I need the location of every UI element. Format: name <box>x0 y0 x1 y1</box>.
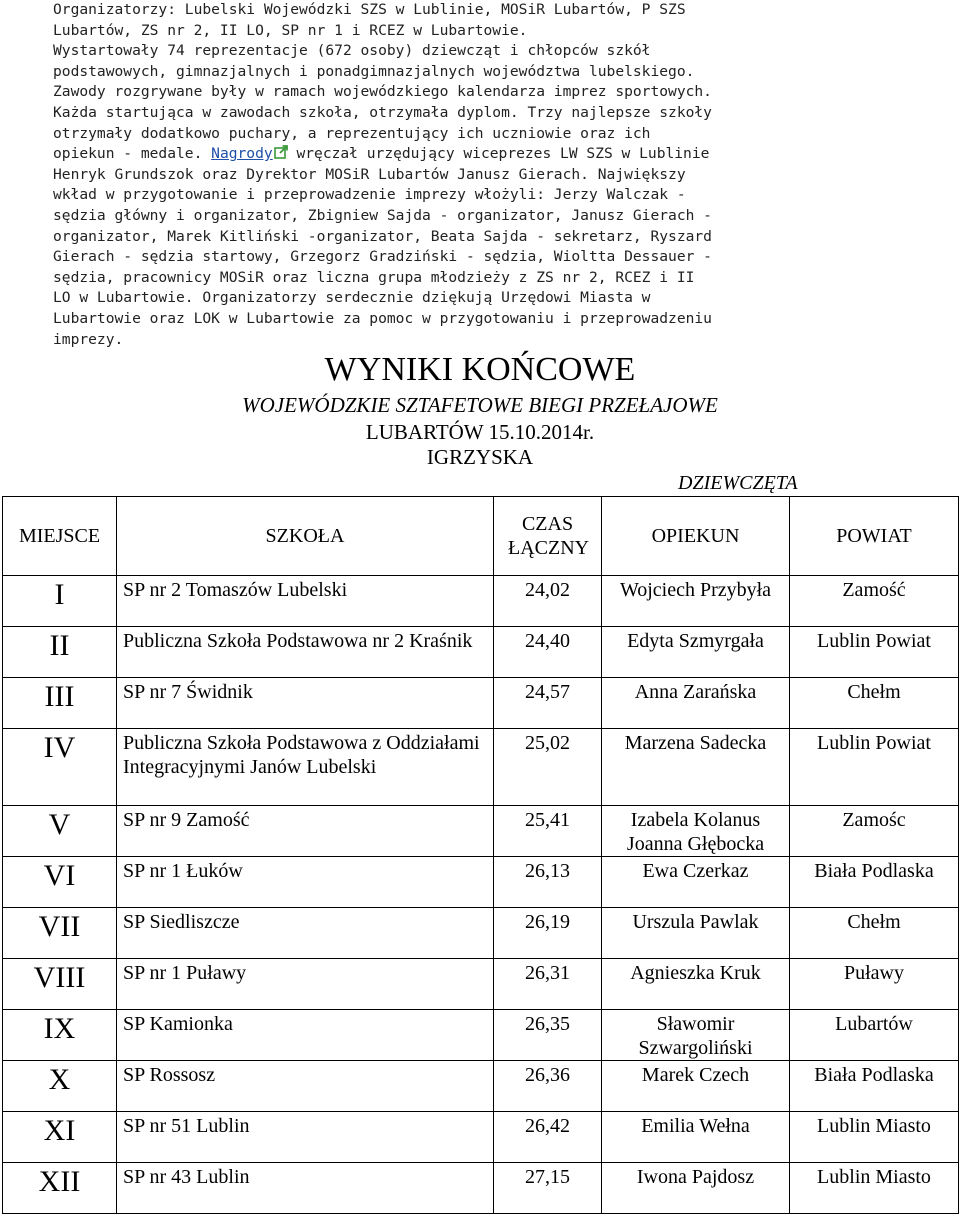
place-cell: I <box>3 576 117 627</box>
coach-cell: Edyta Szmyrgała <box>602 627 790 678</box>
intro-line: LO w Lubartowie. Organizatorzy serdecznie dziękują Urzędowi Miasta w <box>53 289 651 307</box>
time-cell: 24,02 <box>494 576 602 627</box>
column-header-county: POWIAT <box>790 497 959 576</box>
time-cell: 26,36 <box>494 1061 602 1112</box>
event-subtitle: WOJEWÓDZKIE SZTAFETOWE BIEGI PRZEŁAJOWE <box>242 393 718 417</box>
county-cell: Lublin Miasto <box>790 1112 959 1163</box>
coach-cell: Wojciech Przybyła <box>602 576 790 627</box>
school-cell: SP nr 51 Lublin <box>117 1112 494 1163</box>
intro-line-with-link <box>53 144 933 165</box>
school-cell: SP nr 1 Łuków <box>117 857 494 908</box>
results-table <box>2 496 959 1214</box>
coach-cell: Agnieszka Kruk <box>602 959 790 1010</box>
intro-line: Organizatorzy: Lubelski Wojewódzki SZS w Lublinie, MOSiR Lubartów, P SZS <box>53 1 686 18</box>
table-row <box>3 1163 959 1214</box>
coach-cell: Sławomir Szwargoliński <box>602 1010 790 1061</box>
place-cell: V <box>3 806 117 857</box>
county-cell: Lubartów <box>790 1010 959 1061</box>
table-row <box>3 1112 959 1163</box>
intro-line: Każda startująca w zawodach szkoła, otrzymała dyplom. Trzy najlepsze szkoły <box>53 103 712 121</box>
intro-line: imprezy. <box>53 330 124 348</box>
time-cell: 24,57 <box>494 678 602 729</box>
time-cell: 25,41 <box>494 806 602 857</box>
county-cell: Chełm <box>790 908 959 959</box>
place-cell: VIII <box>3 959 117 1010</box>
county-cell: Puławy <box>790 959 959 1010</box>
school-cell: SP Siedliszcze <box>117 908 494 959</box>
time-cell: 26,31 <box>494 959 602 1010</box>
school-cell: SP nr 2 Tomaszów Lubelski <box>117 576 494 627</box>
time-cell: 27,15 <box>494 1163 602 1214</box>
column-header-coach: OPIEKUN <box>602 497 790 576</box>
table-header-row <box>3 497 959 576</box>
place-cell: IX <box>3 1010 117 1061</box>
time-cell: 26,42 <box>494 1112 602 1163</box>
time-cell: 24,40 <box>494 627 602 678</box>
intro-line: sędzia główny i organizator, Zbigniew Sajda - organizator, Janusz Gierach - <box>53 206 712 224</box>
intro-line: organizator, Marek Kitliński -organizator, Beata Sajda - sekretarz, Ryszard <box>53 227 712 245</box>
event-place-date: LUBARTÓW 15.10.2014r. <box>365 420 595 444</box>
coach-cell: Ewa Czerkaz <box>602 857 790 908</box>
place-cell: VII <box>3 908 117 959</box>
table-row <box>3 1061 959 1112</box>
category-heading: IGRZYSKA <box>426 445 534 469</box>
school-cell: Publiczna Szkoła Podstawowa nr 2 Kraśnik <box>117 627 494 678</box>
coach-cell: Izabela Kolanus Joanna Głębocka <box>602 806 790 857</box>
column-header-place: MIEJSCE <box>3 497 117 576</box>
school-cell: SP Rossosz <box>117 1061 494 1112</box>
table-row <box>3 729 959 806</box>
column-header-school: SZKOŁA <box>117 497 494 576</box>
place-cell: III <box>3 678 117 729</box>
county-cell: Zamość <box>790 576 959 627</box>
external-link-icon[interactable] <box>274 145 288 159</box>
intro-line: otrzymały dodatkowo puchary, a reprezentujący ich uczniowie oraz ich <box>53 124 651 142</box>
place-cell: X <box>3 1061 117 1112</box>
time-cell: 25,02 <box>494 729 602 806</box>
coach-cell: Marek Czech <box>602 1061 790 1112</box>
intro-text <box>53 0 933 350</box>
school-cell: SP nr 9 Zamość <box>117 806 494 857</box>
coach-cell: Urszula Pawlak <box>602 908 790 959</box>
time-cell: 26,19 <box>494 908 602 959</box>
place-cell: VI <box>3 857 117 908</box>
intro-line: Gierach - sędzia startowy, Grzegorz Gradziński - sędzia, Wioltta Dessauer - <box>53 248 712 266</box>
county-cell: Biała Podlaska <box>790 1061 959 1112</box>
place-cell: XI <box>3 1112 117 1163</box>
county-cell: Lublin Powiat <box>790 729 959 806</box>
table-row <box>3 959 959 1010</box>
intro-line: Zawody rozgrywane były w ramach wojewódzkiego kalendarza imprez sportowych. <box>53 83 712 101</box>
table-row <box>3 908 959 959</box>
place-cell: IV <box>3 729 117 806</box>
table-row <box>3 806 959 857</box>
school-cell: SP nr 7 Świdnik <box>117 678 494 729</box>
place-cell: XII <box>3 1163 117 1214</box>
table-row <box>3 1010 959 1061</box>
group-heading: DZIEWCZĘTA <box>678 472 798 494</box>
intro-line: sędzia, pracownicy MOSiR oraz liczna grupa młodzieży z ZS nr 2, RCEZ i II <box>53 268 695 286</box>
results-title: WYNIKI KOŃCOWE <box>324 351 636 388</box>
county-cell: Biała Podlaska <box>790 857 959 908</box>
coach-cell: Marzena Sadecka <box>602 729 790 806</box>
intro-line: Wystartowały 74 reprezentacje (672 osoby) dziewcząt i chłopców szkół <box>53 42 651 60</box>
intro-line: Henryk Grundszok oraz Dyrektor MOSiR Lubartów Janusz Gierach. Największy <box>53 165 686 183</box>
county-cell: Lublin Miasto <box>790 1163 959 1214</box>
table-row <box>3 627 959 678</box>
place-cell: II <box>3 627 117 678</box>
county-cell: Zamośc <box>790 806 959 857</box>
county-cell: Chełm <box>790 678 959 729</box>
intro-line: Lubartów, ZS nr 2, II LO, SP nr 1 i RCEZ w Lubartowie. <box>53 21 528 39</box>
school-cell: SP nr 1 Puławy <box>117 959 494 1010</box>
intro-line: wkład w przygotowanie i przeprowadzenie imprezy włożyli: Jerzy Walczak - <box>53 186 686 204</box>
school-cell: SP Kamionka <box>117 1010 494 1061</box>
coach-cell: Iwona Pajdosz <box>602 1163 790 1214</box>
coach-cell: Anna Zarańska <box>602 678 790 729</box>
time-cell: 26,35 <box>494 1010 602 1061</box>
intro-line-part: opiekun - medale. <box>53 145 212 163</box>
school-cell: SP nr 43 Lublin <box>117 1163 494 1214</box>
table-row <box>3 857 959 908</box>
nagrody-link[interactable]: Nagrody <box>211 145 273 163</box>
county-cell: Lublin Powiat <box>790 627 959 678</box>
table-row <box>3 678 959 729</box>
intro-line: Lubartowie oraz LOK w Lubartowie za pomoc w przygotowaniu i przeprowadzeniu <box>53 309 712 327</box>
column-header-time: CZAS ŁĄCZNY <box>494 497 602 576</box>
table-row <box>3 576 959 627</box>
intro-line-part: wręczał urzędujący wiceprezes LW SZS w Lublinie <box>287 145 710 163</box>
school-cell: Publiczna Szkoła Podstawowa z Oddziałami Integracyjnymi Janów Lubelski <box>117 729 494 806</box>
time-cell: 26,13 <box>494 857 602 908</box>
intro-line: podstawowych, gimnazjalnych i ponadgimnazjalnych województwa lubelskiego. <box>53 62 695 80</box>
coach-cell: Emilia Wełna <box>602 1112 790 1163</box>
